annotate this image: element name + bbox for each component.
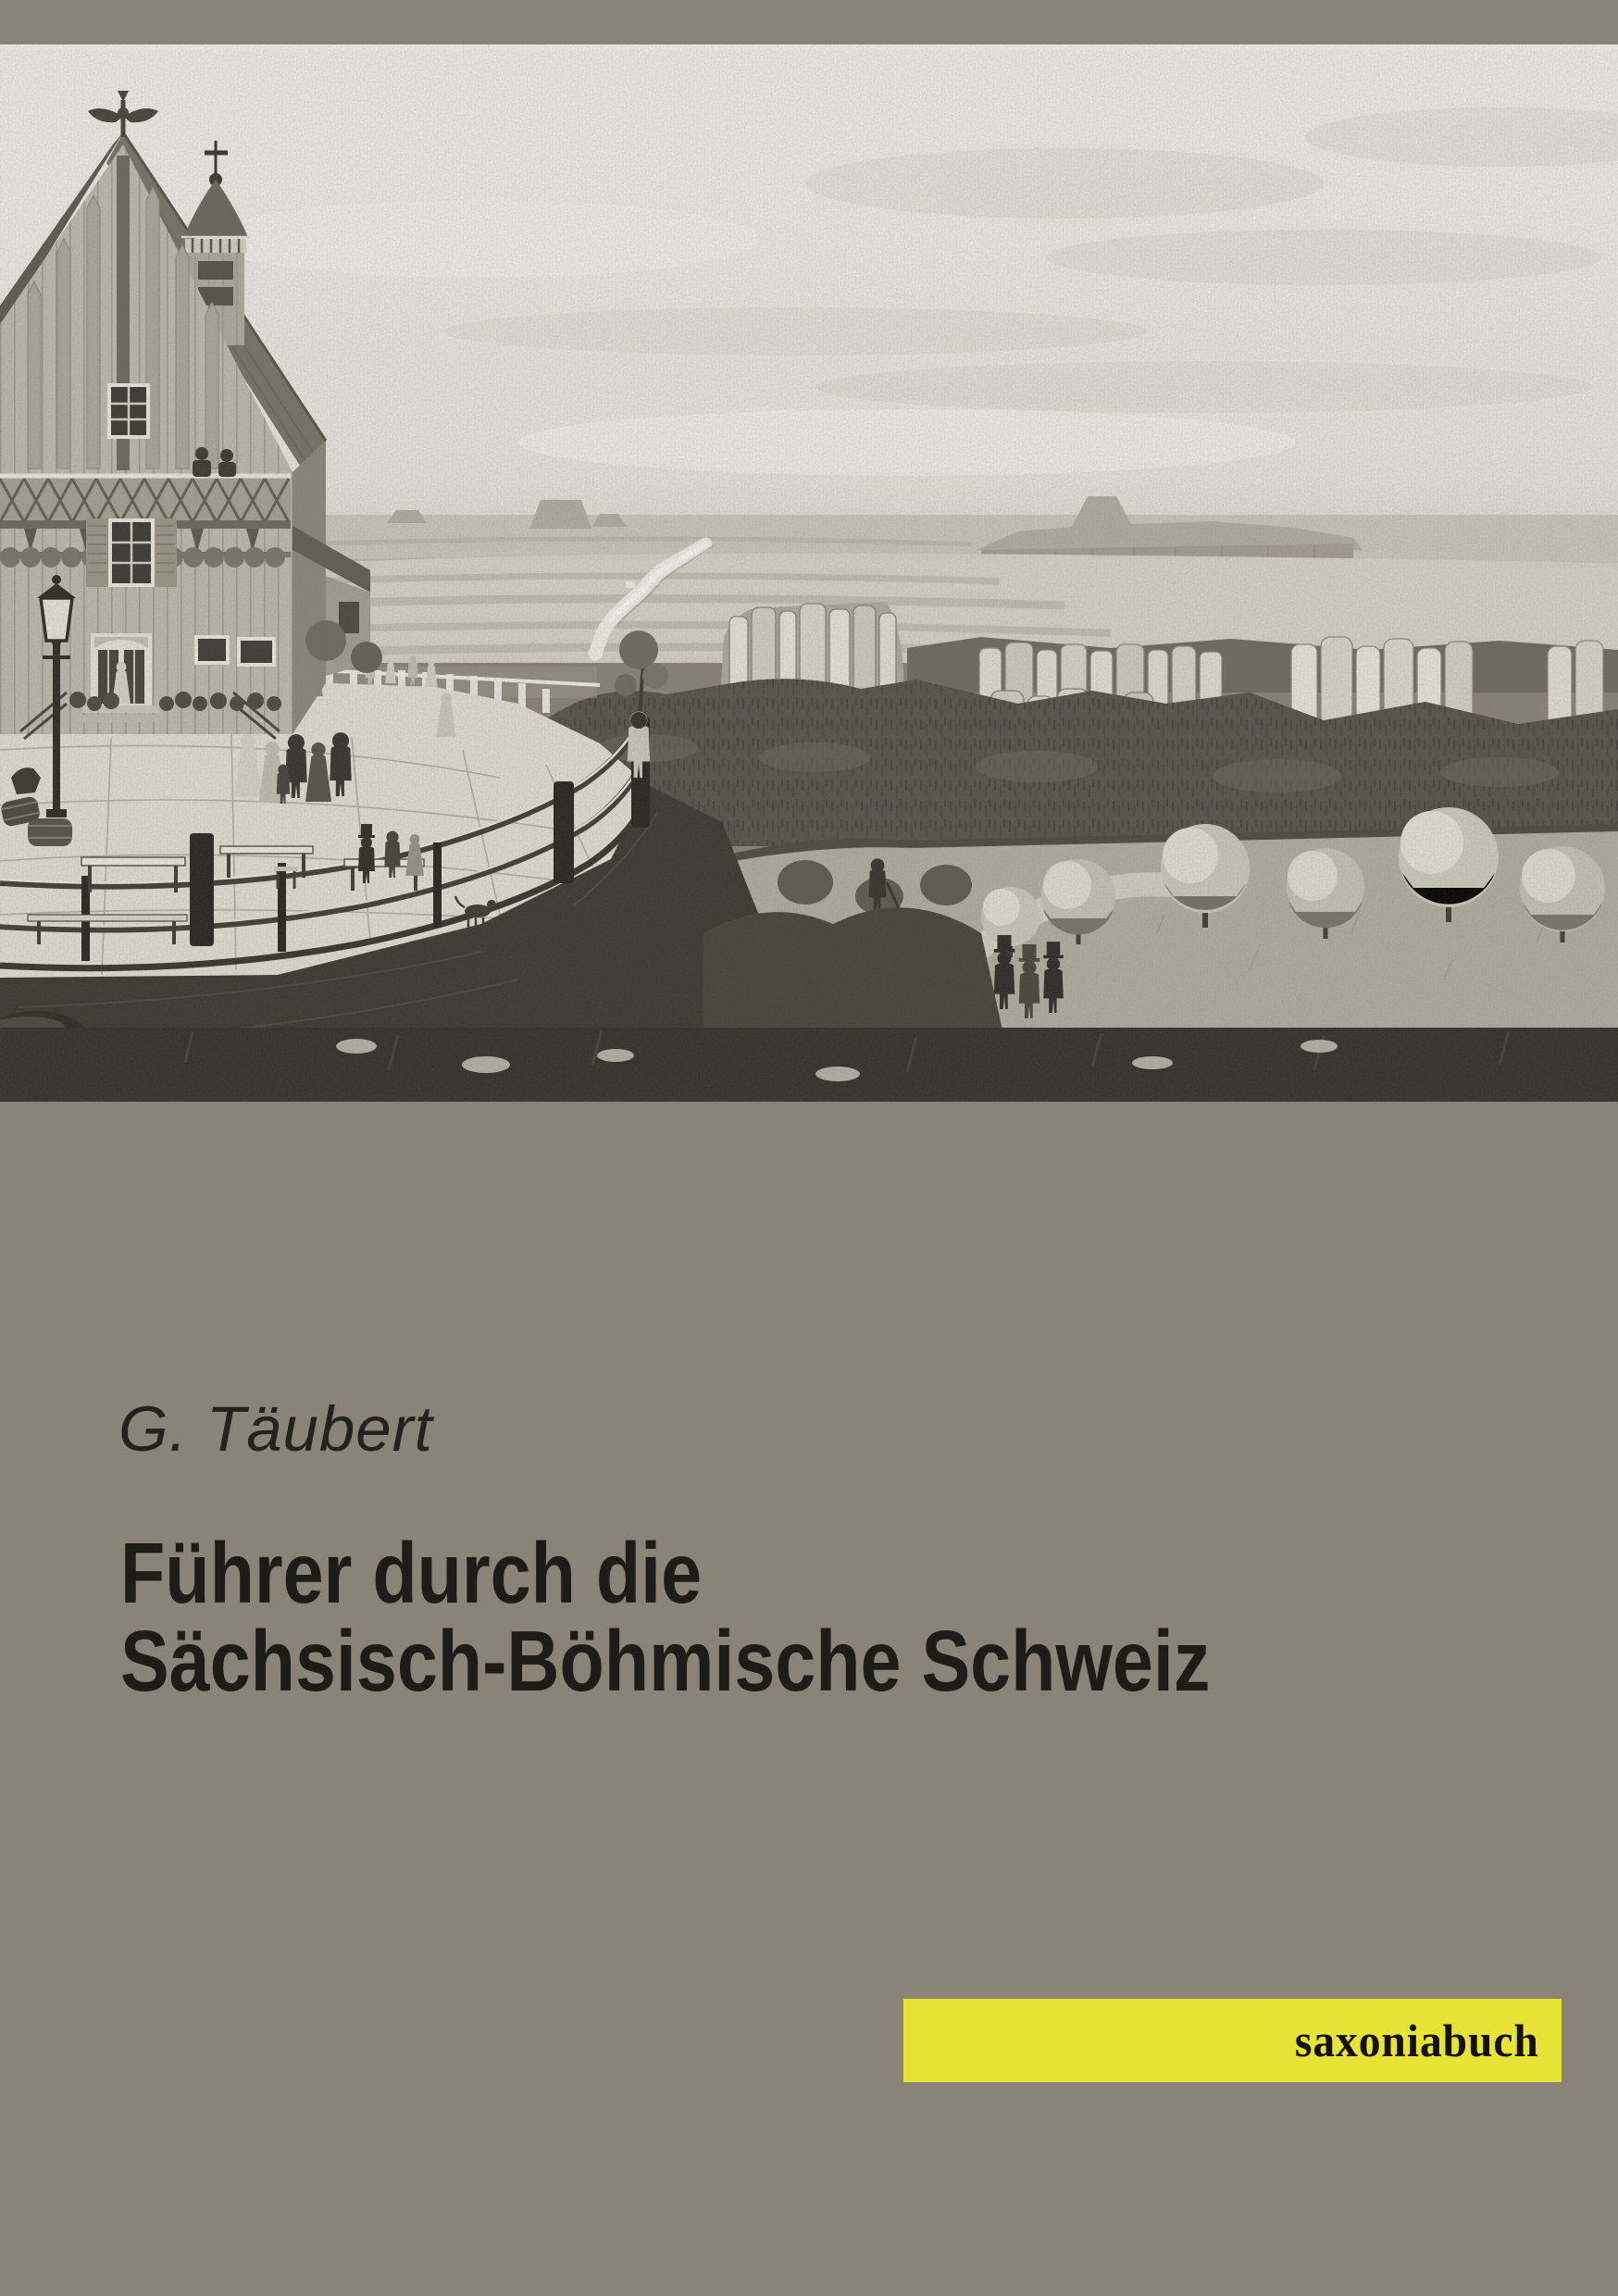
publisher-name: saxoniabuch bbox=[1295, 2015, 1539, 2066]
author-name: G. Täubert bbox=[118, 1393, 433, 1465]
title-line-1: Führer durch die bbox=[120, 1525, 703, 1621]
title-line-2: Sächsisch-Böhmische Schweiz bbox=[120, 1613, 1211, 1709]
publisher-logo bbox=[903, 1999, 1562, 2082]
cover-illustration bbox=[0, 44, 1618, 1102]
book-title bbox=[120, 1525, 1211, 1709]
